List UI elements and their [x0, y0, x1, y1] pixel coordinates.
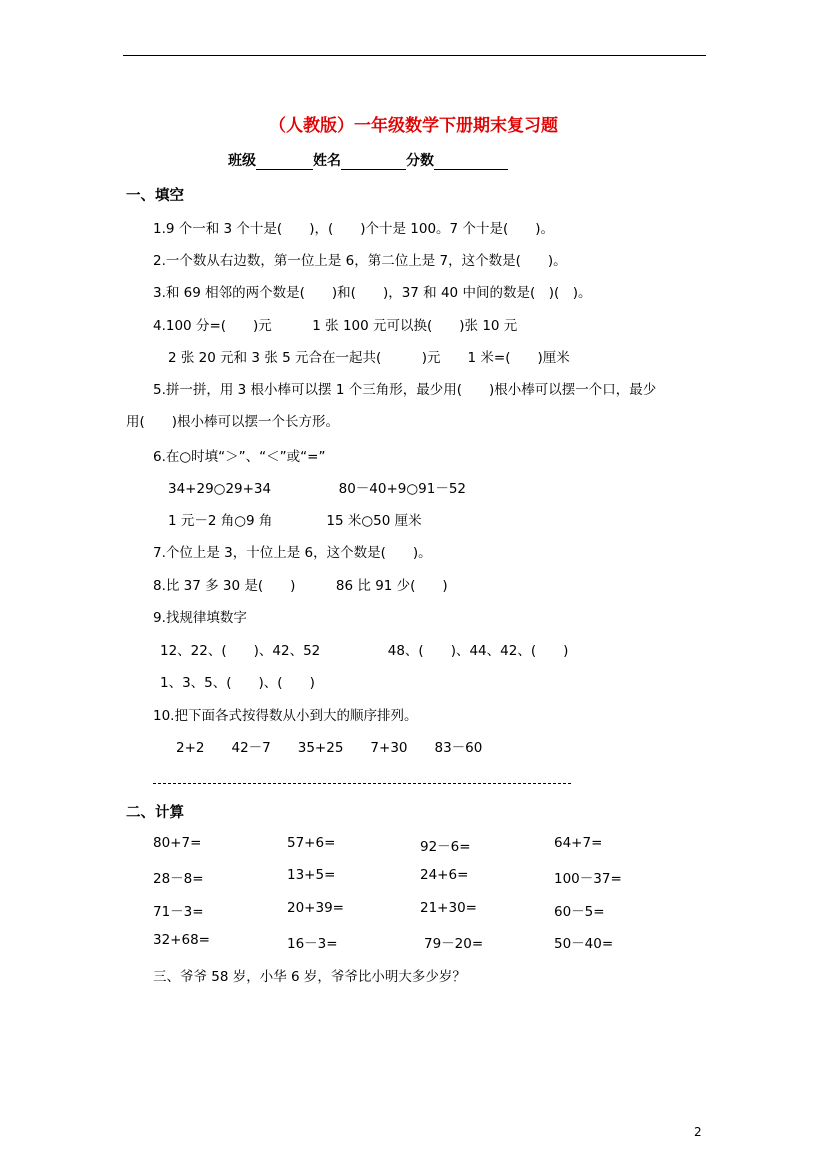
- page-number: 2: [694, 1125, 702, 1139]
- calc-item: 13+5=: [287, 867, 336, 883]
- question-line: 1.9 个一和 3 个十是( )，( )个十是 100。7 个十是( )。: [153, 221, 554, 237]
- score-label: 分数: [406, 153, 434, 169]
- calc-item: 20+39=: [287, 900, 344, 916]
- name-label: 姓名: [313, 153, 341, 169]
- answer-dashed-line: [153, 783, 571, 784]
- question-line: 3.和 69 相邻的两个数是( )和( )，37 和 40 中间的数是( )( )。: [153, 285, 592, 301]
- calc-item: 32+68=: [153, 932, 210, 948]
- question-line: 12、22、( )、42、52 48、( )、44、42、( ): [160, 643, 569, 659]
- class-blank: [256, 155, 313, 170]
- name-blank: [341, 155, 406, 170]
- calc-item: 57+6=: [287, 835, 336, 851]
- calc-item: 64+7=: [554, 835, 603, 851]
- calc-item: 79－20=: [424, 936, 484, 952]
- question-line: 2 张 20 元和 3 张 5 元合在一起共( )元 1 米=( )厘米: [168, 350, 570, 366]
- section1-heading: 一、填空: [126, 188, 184, 204]
- header-rule: [123, 55, 706, 56]
- question-line: 7.个位上是 3，十位上是 6，这个数是( )。: [153, 545, 432, 561]
- student-info-line: [228, 150, 508, 170]
- question-line: 用( )根小棒可以摆一个长方形。: [126, 414, 340, 430]
- calc-item: 24+6=: [420, 867, 469, 883]
- question-line: 2.一个数从右边数，第一位上是 6，第二位上是 7，这个数是( )。: [153, 253, 567, 269]
- question-line: 10.把下面各式按得数从小到大的顺序排列。: [153, 708, 418, 724]
- calc-item: 21+30=: [420, 900, 477, 916]
- calc-item: 92－6=: [420, 839, 471, 855]
- calc-item: 80+7=: [153, 835, 202, 851]
- question-line: 2+2 42－7 35+25 7+30 83－60: [176, 740, 483, 756]
- page-title: （人教版）一年级数学下册期末复习题: [269, 116, 558, 136]
- question-line: 4.100 分=( )元 1 张 100 元可以换( )张 10 元: [153, 318, 518, 334]
- calc-item: 16－3=: [287, 936, 338, 952]
- calc-item: 50－40=: [554, 936, 614, 952]
- class-label: 班级: [228, 153, 256, 169]
- calc-item: 71－3=: [153, 904, 204, 920]
- section2-heading: 二、计算: [126, 805, 184, 821]
- calc-item: 60－5=: [554, 904, 605, 920]
- question-line: 1 元－2 角○9 角 15 米○50 厘米: [168, 513, 422, 529]
- calc-item: 28－8=: [153, 871, 204, 887]
- question-line: 8.比 37 多 30 是( ) 86 比 91 少( ): [153, 578, 448, 594]
- section3-question: 三、爷爷 58 岁，小华 6 岁，爷爷比小明大多少岁？: [153, 969, 466, 985]
- question-line: 5.拼一拼，用 3 根小棒可以摆 1 个三角形，最少用( )根小棒可以摆一个口，最少: [153, 382, 657, 398]
- question-line: 6.在○时填“＞”、“＜”或“=”: [153, 449, 326, 465]
- score-blank: [434, 155, 508, 170]
- calc-item: 100－37=: [554, 871, 622, 887]
- question-line: 9.找规律填数字: [153, 610, 247, 626]
- question-line: 1、3、5、( )、( ): [160, 675, 315, 691]
- question-line: 34+29○29+34 80－40+9○91－52: [168, 481, 467, 497]
